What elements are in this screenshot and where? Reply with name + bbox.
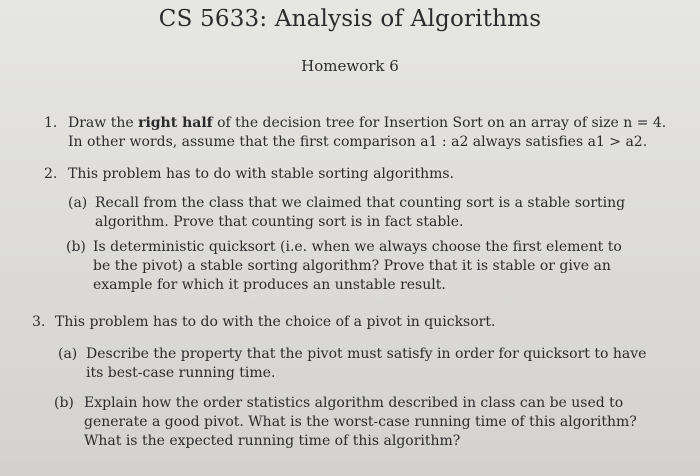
part-line: be the pivot) a stable sorting algorithm? Prove that it is stable or give an xyxy=(93,258,611,274)
part-line: generate a good pivot. What is the worst-case running time of this algorithm? xyxy=(84,414,637,430)
problem-number: 2. xyxy=(44,166,58,182)
part-line: algorithm. Prove that counting sort is in fact stable. xyxy=(95,214,464,230)
problem-line: In other words, assume that the first comparison a1 : a2 always satisfies a1 > a2. xyxy=(68,134,648,150)
problem-line: This problem has to do with stable sorting algorithms. xyxy=(68,166,455,182)
part-line: Is deterministic quicksort (i.e. when we always choose the first element to xyxy=(93,239,622,255)
problem-text xyxy=(55,313,495,332)
part-text xyxy=(86,345,646,383)
problem-text xyxy=(68,114,666,152)
part-label: (b) xyxy=(66,239,86,255)
problem-line: Draw the right half of the decision tree for Insertion Sort on an array of size n = 4. xyxy=(68,115,667,131)
page-subtitle: Homework 6 xyxy=(301,57,399,75)
part-text xyxy=(84,394,637,451)
part-line: Explain how the order statistics algorithm described in class can be used to xyxy=(84,395,624,411)
part-line: Describe the property that the pivot must satisfy in order for quicksort to have xyxy=(86,346,647,362)
part-line: What is the expected running time of this algorithm? xyxy=(84,433,461,449)
problem-number: 3. xyxy=(32,314,46,330)
part-text xyxy=(93,238,622,295)
part-line: its best-case running time. xyxy=(86,365,276,381)
part-line: Recall from the class that we claimed that counting sort is a stable sorting xyxy=(95,195,626,211)
problem-line: This problem has to do with the choice of a pivot in quicksort. xyxy=(55,314,496,330)
page-title: CS 5633: Analysis of Algorithms xyxy=(158,6,542,32)
emphasis-text: right half xyxy=(138,115,213,131)
part-line: example for which it produces an unstable result. xyxy=(93,277,446,293)
part-text xyxy=(95,194,625,232)
part-label: (a) xyxy=(58,346,78,362)
part-label: (a) xyxy=(68,195,88,211)
part-label: (b) xyxy=(54,395,74,411)
problem-number: 1. xyxy=(44,115,58,131)
problem-text xyxy=(68,165,454,184)
